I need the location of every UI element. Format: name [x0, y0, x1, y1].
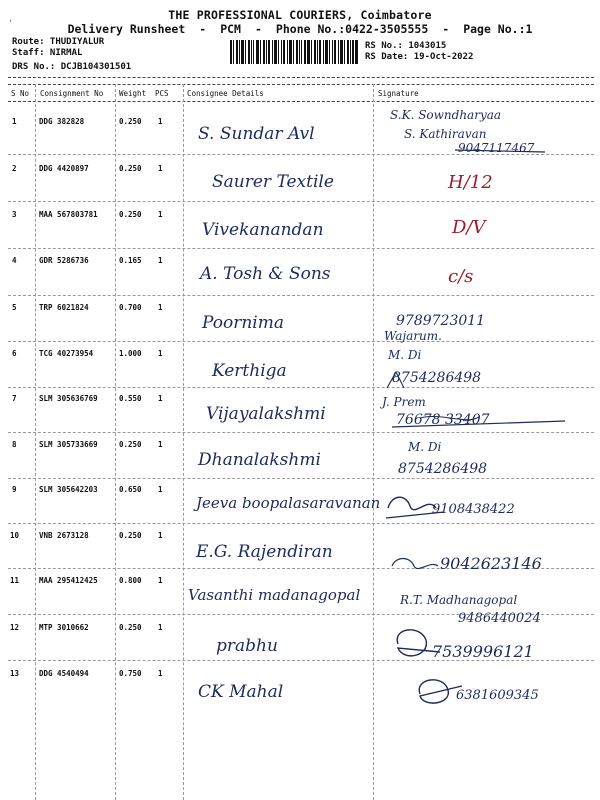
row-pcs: 1: [158, 669, 163, 678]
row-sno: 8: [12, 440, 17, 449]
rs-number: RS No.: 1043015: [365, 41, 447, 51]
row-consignee: prabhu: [216, 636, 278, 656]
row-pcs: 1: [158, 164, 163, 173]
row-consignee: Vasanthi madanagopal: [188, 586, 361, 604]
row-consignment-no: TRP 6021824: [39, 303, 89, 312]
row-consignment-no: DDG 382828: [39, 117, 85, 126]
row-pcs: 1: [158, 623, 163, 632]
row-sno: 2: [12, 164, 17, 173]
column-header-pcs: PCS: [155, 89, 169, 98]
title-part: Delivery Runsheet: [67, 22, 186, 36]
row-pcs: 1: [158, 117, 163, 126]
row-weight: 0.750: [119, 669, 142, 678]
title-part: -: [254, 22, 262, 36]
column-header-sno: S No: [11, 89, 30, 98]
row-signature: 76678 33407: [396, 412, 490, 428]
row-signature: 8754286498: [398, 461, 488, 477]
row-signature: R.T. Madhanagopal: [400, 593, 518, 607]
row-consignment-no: MAA 567803781: [39, 210, 98, 219]
row-weight: 0.250: [119, 210, 142, 219]
row-weight: 0.250: [119, 117, 142, 126]
row-consignee: Poornima: [202, 313, 284, 333]
drs-number: DRS No.: DCJB104301501: [12, 62, 132, 72]
row-consignment-no: SLM 305642203: [39, 485, 98, 494]
row-weight: 0.800: [119, 576, 142, 585]
row-signature: J. Prem: [382, 395, 426, 409]
row-pcs: 1: [158, 256, 163, 265]
row-signature: 7539996121: [432, 642, 534, 661]
row-sno: 10: [10, 531, 20, 540]
row-consignment-no: DDG 4420897: [39, 164, 89, 173]
row-sno: 7: [12, 394, 17, 403]
column-header-signature: Signature: [378, 89, 419, 98]
title-part: PCM: [220, 22, 241, 36]
row-consignment-no: MTP 3010662: [39, 623, 89, 632]
row-consignment-no: TCG 40273954: [39, 349, 94, 358]
row-signature: S.K. Sowndharyaa: [390, 108, 502, 122]
row-sno: 5: [12, 303, 17, 312]
row-consignee: CK Mahal: [198, 682, 284, 702]
row-weight: 0.650: [119, 485, 142, 494]
row-signature: 6381609345: [456, 688, 539, 703]
row-consignment-no: MAA 295412425: [39, 576, 98, 585]
title-part: -: [199, 22, 207, 36]
row-pcs: 1: [158, 576, 163, 585]
row-consignment-no: SLM 305636769: [39, 394, 98, 403]
row-weight: 0.250: [119, 440, 142, 449]
row-consignee: Saurer Textile: [212, 172, 334, 192]
row-signature: 9108438422: [432, 502, 515, 517]
row-signature: 8754286498: [392, 370, 482, 386]
row-weight: 0.165: [119, 256, 142, 265]
row-pcs: 1: [158, 210, 163, 219]
row-pcs: 1: [158, 531, 163, 540]
row-sno: 1: [12, 117, 17, 126]
row-signature: D/V: [452, 217, 486, 238]
title-part: Page No.:1: [463, 22, 533, 36]
row-sno: 11: [10, 576, 20, 585]
corner-mark: ': [8, 19, 14, 29]
column-header-weight: Weight: [119, 89, 147, 98]
row-weight: 1.000: [119, 349, 142, 358]
row-consignee: S. Sundar Avl: [198, 124, 315, 144]
row-consignee: Kerthiga: [212, 361, 287, 381]
column-header-consignee: Consignee Details: [187, 89, 264, 98]
row-signature: 9047117467: [458, 141, 535, 155]
row-weight: 0.250: [119, 531, 142, 540]
title-part: Phone No.:0422-3505555: [275, 22, 429, 36]
row-pcs: 1: [158, 394, 163, 403]
row-weight: 0.250: [119, 623, 142, 632]
row-consignee: Vijayalakshmi: [206, 404, 326, 424]
column-header-consignment: Consignment No: [40, 89, 104, 98]
row-consignee: Jeeva boopalasaravanan: [196, 494, 381, 512]
row-signature: Wajarum.: [384, 329, 442, 343]
row-consignee: Vivekanandan: [202, 220, 324, 240]
row-pcs: 1: [158, 485, 163, 494]
row-consignment-no: DDG 4540494: [39, 669, 89, 678]
row-signature: M. Di: [408, 440, 442, 454]
row-weight: 0.250: [119, 164, 142, 173]
row-consignment-no: VNB 2673128: [39, 531, 89, 540]
staff-label: Staff: NIRMAL: [12, 48, 83, 58]
route-label: Route: THUDIYALUR: [12, 37, 105, 47]
row-sno: 6: [12, 349, 17, 358]
row-pcs: 1: [158, 440, 163, 449]
row-weight: 0.700: [119, 303, 142, 312]
row-sno: 3: [12, 210, 17, 219]
title-part: -: [442, 22, 450, 36]
row-pcs: 1: [158, 349, 163, 358]
row-signature: S. Kathiravan: [404, 127, 487, 141]
row-signature: 9789723011: [396, 313, 486, 329]
row-signature: M. Di: [388, 348, 422, 362]
row-consignment-no: GDR 5286736: [39, 256, 89, 265]
rs-date: RS Date: 19-Oct-2022: [365, 52, 474, 62]
row-sno: 13: [10, 669, 20, 678]
row-sno: 9: [12, 485, 17, 494]
row-consignee: E.G. Rajendiran: [196, 542, 333, 562]
company-name: THE PROFESSIONAL COURIERS, Coimbatore: [168, 8, 432, 22]
row-sno: 4: [12, 256, 17, 265]
row-pcs: 1: [158, 303, 163, 312]
row-signature: H/12: [448, 172, 493, 193]
row-signature: 9486440024: [458, 611, 541, 626]
row-consignee: Dhanalakshmi: [198, 450, 321, 470]
row-signature: 9042623146: [440, 554, 542, 573]
row-weight: 0.550: [119, 394, 142, 403]
row-sno: 12: [10, 623, 20, 632]
row-signature: c/s: [448, 266, 474, 287]
row-consignee: A. Tosh & Sons: [200, 264, 331, 284]
row-consignment-no: SLM 305733669: [39, 440, 98, 449]
